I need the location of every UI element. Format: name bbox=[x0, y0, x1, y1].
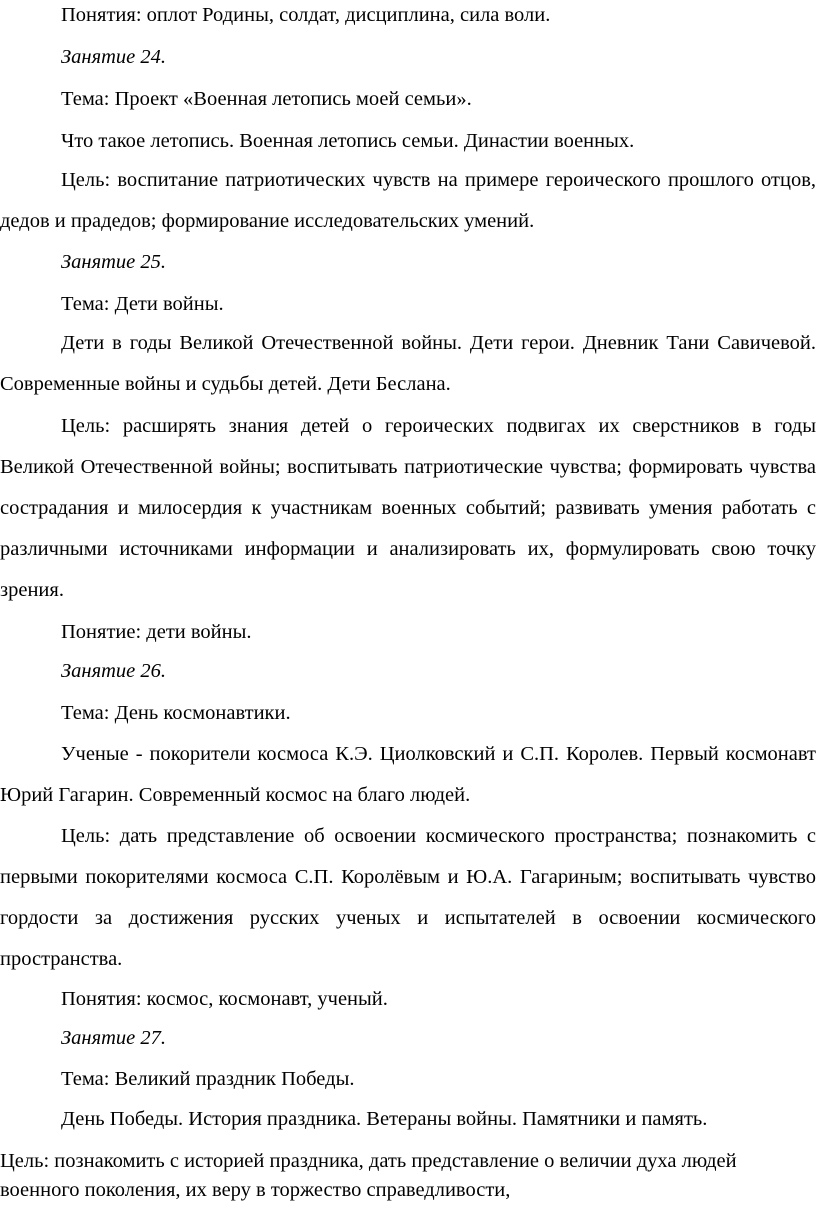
lesson-25-heading: Занятие 25. bbox=[61, 251, 167, 273]
lesson-26-content: Ученые - покорители космоса К.Э. Циолковский и С.П. Королев. Первый космонавт Юрий Гагарин. Современный космос на благо людей. bbox=[0, 743, 816, 806]
lesson-26-goal: Цель: дать представление об освоении космического пространства; познакомить с первыми покорителями космоса С.П. Королёвым и Ю.А. Гагариным; воспитывать чувство гордости за достижения русских ученых и испытателей в освоении космического пространства. bbox=[0, 825, 816, 970]
lesson-25-content: Дети в годы Великой Отечественной войны. Дети герои. Дневник Тани Савичевой. Современные войны и судьбы детей. Дети Беслана. bbox=[0, 332, 816, 395]
lesson-24-topic: Тема: Проект «Военная летопись моей семьи». bbox=[61, 88, 472, 110]
lesson-26-concepts: Понятия: космос, космонавт, ученый. bbox=[61, 988, 388, 1010]
lesson-25-topic: Тема: Дети войны. bbox=[61, 293, 224, 315]
lesson-24-goal: Цель: воспитание патриотических чувств на примере героического прошлого отцов, дедов и прадедов; формирование исследовательских умений. bbox=[0, 169, 816, 232]
lesson-24-heading: Занятие 24. bbox=[61, 46, 167, 68]
lesson-25-concepts: Понятие: дети войны. bbox=[61, 621, 252, 643]
paragraph-concepts-24: Понятия: оплот Родины, солдат, дисциплина, сила воли. bbox=[61, 4, 551, 26]
lesson-26-topic: Тема: День космонавтики. bbox=[61, 702, 291, 724]
lesson-27-content: День Победы. История праздника. Ветераны войны. Памятники и память. bbox=[61, 1108, 708, 1130]
lesson-27-heading: Занятие 27. bbox=[61, 1027, 167, 1049]
lesson-26-heading: Занятие 26. bbox=[61, 660, 167, 682]
lesson-24-content: Что такое летопись. Военная летопись семьи. Династии военных. bbox=[61, 130, 635, 152]
lesson-27-topic: Тема: Великий праздник Победы. bbox=[61, 1068, 355, 1090]
lesson-27-goal: Цель: познакомить с историей праздника, дать представление о величии духа людей военного поколения, их веру в торжество справедливости, bbox=[0, 1150, 737, 1201]
lesson-25-goal: Цель: расширять знания детей о героических подвигах их сверстников в годы Великой Отечественной войны; воспитывать патриотические чувства; формировать чувства сострадания и милосердия к участникам военных событий; развивать умения работать с различными источниками информации и анализировать их, формулировать свою точку зрения. bbox=[0, 415, 816, 601]
